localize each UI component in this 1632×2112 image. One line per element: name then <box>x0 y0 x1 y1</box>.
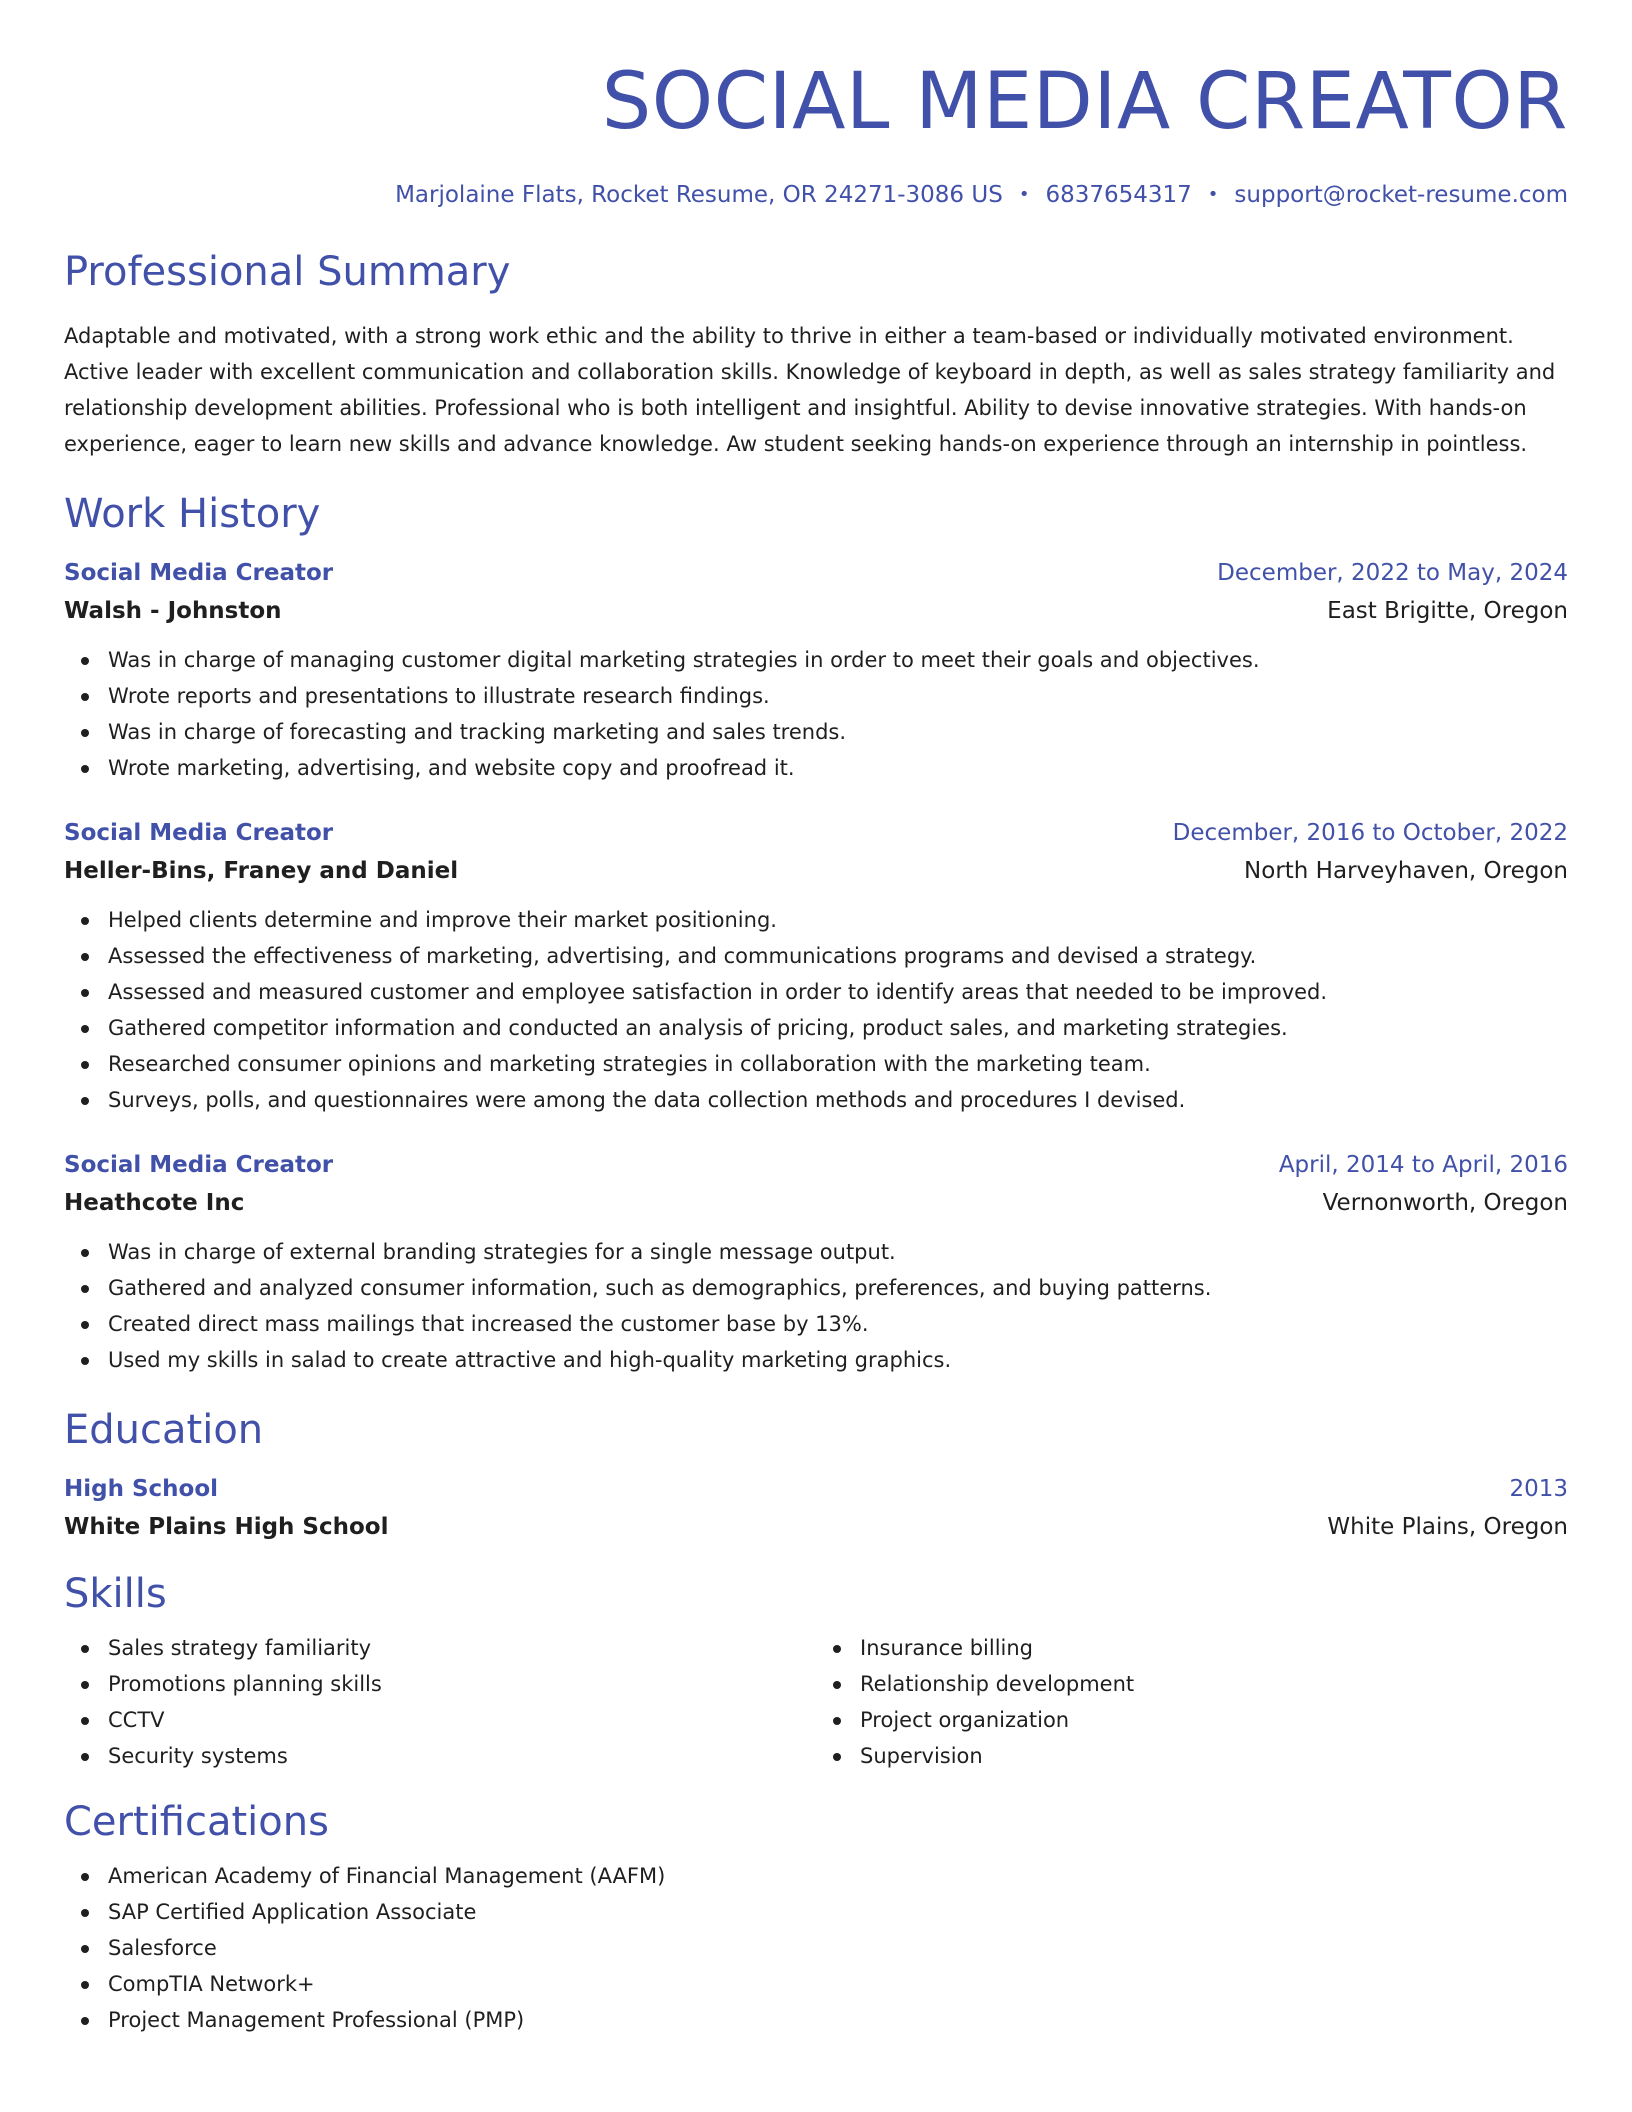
job-company: Heller-Bins, Franey and Daniel <box>64 858 459 884</box>
job-bullets <box>64 642 1568 786</box>
list-item: Surveys, polls, and questionnaires were among the data collection methods and procedures I devised. <box>108 1082 1568 1118</box>
contact-address: Marjolaine Flats, Rocket Resume, OR 24271-3086 US <box>395 182 1003 208</box>
education-year: 2013 <box>1509 1476 1568 1502</box>
education-school: White Plains High School <box>64 1514 389 1540</box>
list-item: Gathered competitor information and conducted an analysis of pricing, product sales, and marketing strategies. <box>108 1010 1568 1046</box>
contact-email: support@rocket-resume.com <box>1234 182 1568 208</box>
job-location: North Harveyhaven, Oregon <box>1244 858 1568 884</box>
job-company: Walsh - Johnston <box>64 598 282 624</box>
list-item: Wrote marketing, advertising, and website copy and proofread it. <box>108 750 1568 786</box>
certifications-list <box>64 1858 1568 2038</box>
job-title: Social Media Creator <box>64 560 334 586</box>
job-entry <box>64 1146 1568 1378</box>
list-item: Assessed and measured customer and employee satisfaction in order to identify areas that needed to be improved. <box>108 974 1568 1010</box>
skills-left-column <box>64 1630 816 1774</box>
job-company-row <box>64 1184 1568 1222</box>
skills-heading: Skills <box>64 1571 167 1617</box>
job-entry <box>64 814 1568 1118</box>
job-title: Social Media Creator <box>64 1152 334 1178</box>
job-title: Social Media Creator <box>64 820 334 846</box>
education-heading: Education <box>64 1407 264 1453</box>
list-item: Wrote reports and presentations to illustrate research findings. <box>108 678 1568 714</box>
certifications-heading: Certifications <box>64 1799 329 1845</box>
job-dates: April, 2014 to April, 2016 <box>1278 1152 1568 1178</box>
list-item: Researched consumer opinions and marketing strategies in collaboration with the marketing team. <box>108 1046 1568 1082</box>
job-company-row <box>64 852 1568 890</box>
job-location: Vernonworth, Oregon <box>1322 1190 1568 1216</box>
resume-title: SOCIAL MEDIA CREATOR <box>601 57 1568 147</box>
skills-grid <box>64 1618 1568 1774</box>
education-header-row <box>64 1470 1568 1508</box>
contact-separator: • <box>1207 184 1219 205</box>
contact-phone: 6837654317 <box>1045 182 1192 208</box>
summary-heading: Professional Summary <box>64 249 511 295</box>
job-entry <box>64 554 1568 786</box>
list-item: Used my skills in salad to create attractive and high-quality marketing graphics. <box>108 1342 1568 1378</box>
summary-text: Adaptable and motivated, with a strong work ethic and the ability to thrive in either a team-based or individually motivated environment. Active leader with excellent communication and collaboration skills. Knowledge of keyboard in depth, as well as sales strategy familiarity and relationship development abilities. Professional who is both intelligent and insightful. Ability to devise innovative strategies. With hands-on experience, eager to learn new skills and advance knowledge. Aw student seeking hands-on experience through an internship in pointless. <box>64 324 1556 456</box>
job-location: East Brigitte, Oregon <box>1327 598 1568 624</box>
list-item: SAP Certified Application Associate <box>108 1894 1568 1930</box>
contact-separator: • <box>1018 184 1030 205</box>
list-item: Promotions planning skills <box>108 1666 816 1702</box>
job-bullets <box>64 902 1568 1118</box>
contact-line <box>64 180 1568 210</box>
list-item: Was in charge of forecasting and tracking marketing and sales trends. <box>108 714 1568 750</box>
list-item: Project Management Professional (PMP) <box>108 2002 1568 2038</box>
job-company-row <box>64 592 1568 630</box>
summary-section <box>64 248 1568 462</box>
list-item: Insurance billing <box>860 1630 1568 1666</box>
list-item: Created direct mass mailings that increased the customer base by 13%. <box>108 1306 1568 1342</box>
resume-page <box>64 0 1568 2038</box>
list-item: Helped clients determine and improve their market positioning. <box>108 902 1568 938</box>
list-item: Was in charge of managing customer digital marketing strategies in order to meet their goals and objectives. <box>108 642 1568 678</box>
job-bullets <box>64 1234 1568 1378</box>
skills-section <box>64 1570 1568 1774</box>
work-history-heading: Work History <box>64 491 321 537</box>
job-header-row <box>64 814 1568 852</box>
education-section <box>64 1406 1568 1546</box>
job-header-row <box>64 554 1568 592</box>
education-degree: High School <box>64 1476 219 1502</box>
list-item: Sales strategy familiarity <box>108 1630 816 1666</box>
work-history-section <box>64 490 1568 1378</box>
list-item: Supervision <box>860 1738 1568 1774</box>
job-dates: December, 2022 to May, 2024 <box>1217 560 1568 586</box>
education-entry <box>64 1470 1568 1546</box>
job-dates: December, 2016 to October, 2022 <box>1172 820 1568 846</box>
job-company: Heathcote Inc <box>64 1190 245 1216</box>
list-item: Assessed the effectiveness of marketing, advertising, and communications programs and devised a strategy. <box>108 938 1568 974</box>
list-item: Gathered and analyzed consumer information, such as demographics, preferences, and buying patterns. <box>108 1270 1568 1306</box>
list-item: American Academy of Financial Management (AAFM) <box>108 1858 1568 1894</box>
list-item: Relationship development <box>860 1666 1568 1702</box>
list-item: CompTIA Network+ <box>108 1966 1568 2002</box>
education-location: White Plains, Oregon <box>1327 1514 1568 1540</box>
list-item: Security systems <box>108 1738 816 1774</box>
certifications-section <box>64 1798 1568 2038</box>
job-header-row <box>64 1146 1568 1184</box>
list-item: CCTV <box>108 1702 816 1738</box>
list-item: Project organization <box>860 1702 1568 1738</box>
skills-right-column <box>816 1630 1568 1774</box>
education-school-row <box>64 1508 1568 1546</box>
list-item: Salesforce <box>108 1930 1568 1966</box>
list-item: Was in charge of external branding strategies for a single message output. <box>108 1234 1568 1270</box>
